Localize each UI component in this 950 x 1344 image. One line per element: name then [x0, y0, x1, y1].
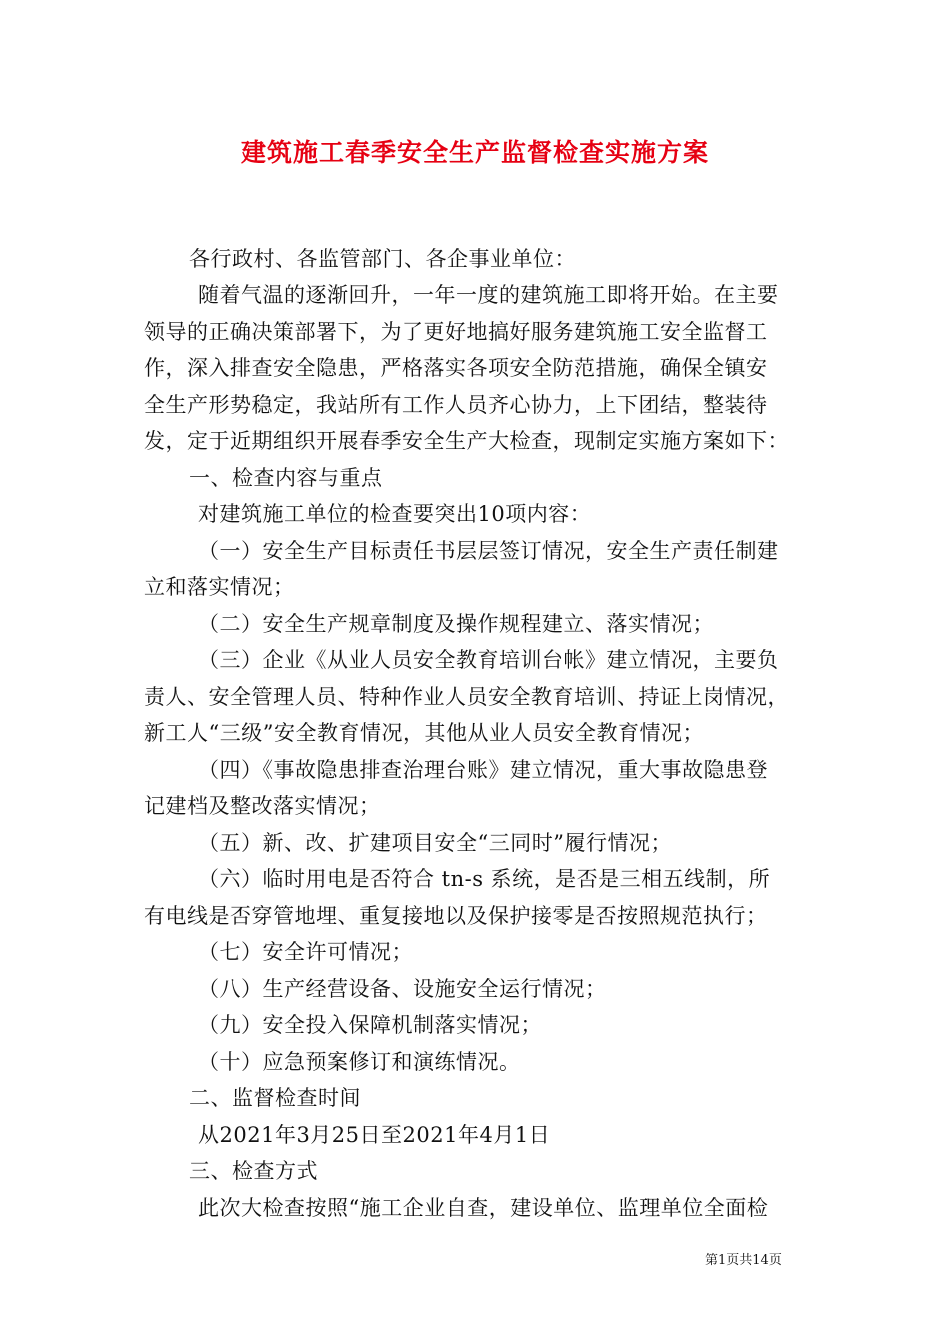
list-item-line: 责人、安全管理人员、特种作业人员安全教育培训、持证上岗情况，: [144, 685, 789, 709]
list-item-line: （五）新、改、扩建项目安全“三同时”履行情况；: [198, 831, 672, 855]
page-number-footer: 第1页共14页: [705, 1253, 782, 1268]
paragraph-line: 从2021年3月25日至2021年4月1日: [198, 1123, 551, 1147]
list-item-line: （四）《事故隐患排查治理台账》建立情况，重大事故隐患登: [198, 758, 768, 782]
section-heading: 三、检查方式: [189, 1159, 318, 1183]
paragraph-line: 领导的正确决策部署下，为了更好地搞好服务建筑施工安全监督工: [144, 320, 768, 344]
paragraph-line: 对建筑施工单位的检查要突出10项内容：: [198, 502, 592, 526]
paragraph-line: 作，深入排查安全隐患，严格落实各项安全防范措施，确保全镇安: [144, 356, 768, 380]
list-item-line: （九）安全投入保障机制落实情况；: [198, 1013, 542, 1037]
list-item-line: （一）安全生产目标责任书层层签订情况，安全生产责任制建: [198, 539, 779, 563]
list-item-line: （八）生产经营设备、设施安全运行情况；: [198, 977, 607, 1001]
list-item-line: （七）安全许可情况；: [198, 940, 413, 964]
section-heading: 一、检查内容与重点: [189, 466, 383, 490]
paragraph-line: 发，定于近期组织开展春季安全生产大检查，现制定实施方案如下：: [144, 429, 789, 453]
paragraph-line: 全生产形势稳定，我站所有工作人员齐心协力，上下团结，整装待: [144, 393, 768, 417]
section-heading: 二、监督检查时间: [189, 1086, 361, 1110]
list-item-line: （六）临时用电是否符合 tn-s 系统，是否是三相五线制，所: [198, 867, 771, 891]
list-item-line: 记建档及整改落实情况；: [144, 794, 381, 818]
list-item-line: 新工人“三级”安全教育情况，其他从业人员安全教育情况；: [144, 721, 704, 745]
document-title: 建筑施工春季安全生产监督检查实施方案: [240, 138, 709, 167]
list-item-line: （二）安全生产规章制度及操作规程建立、落实情况；: [198, 612, 714, 636]
paragraph-line: 随着气温的逐渐回升，一年一度的建筑施工即将开始。在主要: [198, 283, 779, 307]
list-item-line: 有电线是否穿管地埋、重复接地以及保护接零是否按照规范执行；: [144, 904, 768, 928]
list-item-line: （十）应急预案修订和演练情况。: [198, 1050, 521, 1074]
salutation-line: 各行政村、各监管部门、各企事业单位：: [189, 247, 576, 271]
list-item-line: 立和落实情况；: [144, 575, 295, 599]
list-item-line: （三）企业《从业人员安全教育培训台帐》建立情况，主要负: [198, 648, 779, 672]
paragraph-line: 此次大检查按照“施工企业自查，建设单位、监理单位全面检: [198, 1196, 769, 1220]
